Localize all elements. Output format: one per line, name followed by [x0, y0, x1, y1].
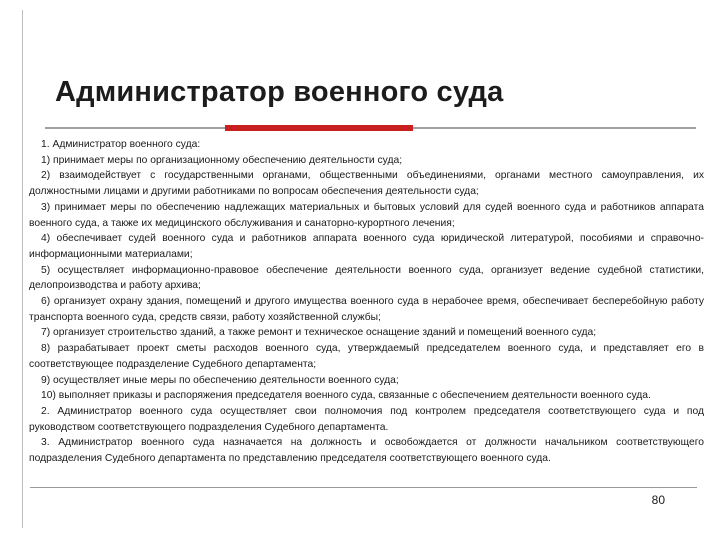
paragraph-1: 1. Администратор военного суда:	[41, 139, 201, 150]
footer-divider	[30, 487, 697, 488]
title-divider-right	[413, 127, 696, 129]
slide-title: Администратор военного суда	[55, 76, 504, 108]
page-number: 80	[651, 493, 665, 507]
paragraph-12: 2. Администратор военного суда осуществляет свои полномочия под контролем председателя соответствующего суда и под руководством соответствующего подразделения Судебного департамента.	[29, 405, 704, 433]
paragraph-5: 4) обеспечивает судей военного суда и работников аппарата военного суда юридической литературой, пособиями и справочно-информационными материалами;	[29, 233, 704, 260]
title-divider-accent	[225, 125, 413, 131]
paragraph-8: 7) организует строительство зданий, а также ремонт и техническое оснащение зданий и помещений военного суда;	[41, 327, 597, 339]
left-vertical-rule	[22, 10, 23, 528]
paragraph-13: 3. Администратор военного суда назначается на должность и освобождается от должности начальником соответствующего подразделения Судебного департамента по представлению председателя соответствующего военного суда.	[29, 437, 704, 465]
paragraph-10: 9) осуществляет иные меры по обеспечению деятельности военного суда;	[41, 374, 399, 386]
paragraph-9: 8) разрабатывает проект сметы расходов военного суда, утверждаемый председателем военного суда, и представляет его в соответствующее подразделение Судебного департамента;	[29, 343, 704, 370]
paragraph-7: 6) организует охрану здания, помещений и другого имущества военного суда в нерабочее время, обеспечивает бесперебойную работу транспорта военного суда, средств связи, работу хозяйственной службы;	[29, 296, 704, 323]
title-divider-left	[45, 127, 225, 129]
paragraph-11: 10) выполняет приказы и распоряжения председателя военного суда, связанные с обеспечением деятельности военного суда.	[41, 390, 651, 402]
slide-body	[29, 137, 704, 467]
paragraph-3: 2) взаимодействует с государственными органами, общественными объединениями, органами местного самоуправления, их должностными лицами и другими работниками по вопросам обеспечения деятельности суда;	[29, 170, 704, 198]
paragraph-6: 5) осуществляет информационно-правовое обеспечение деятельности военного суда, организует ведение судебной статистики, делопроизводства и работу архива;	[29, 264, 704, 292]
paragraph-4: 3) принимает меры по обеспечению надлежащих материальных и бытовых условий для судей военного суда и работников аппарата военного суда, а также их медицинского обслуживания и санаторно-курортного лечения;	[29, 201, 704, 229]
paragraph-2: 1) принимает меры по организационному обеспечению деятельности суда;	[41, 154, 403, 166]
